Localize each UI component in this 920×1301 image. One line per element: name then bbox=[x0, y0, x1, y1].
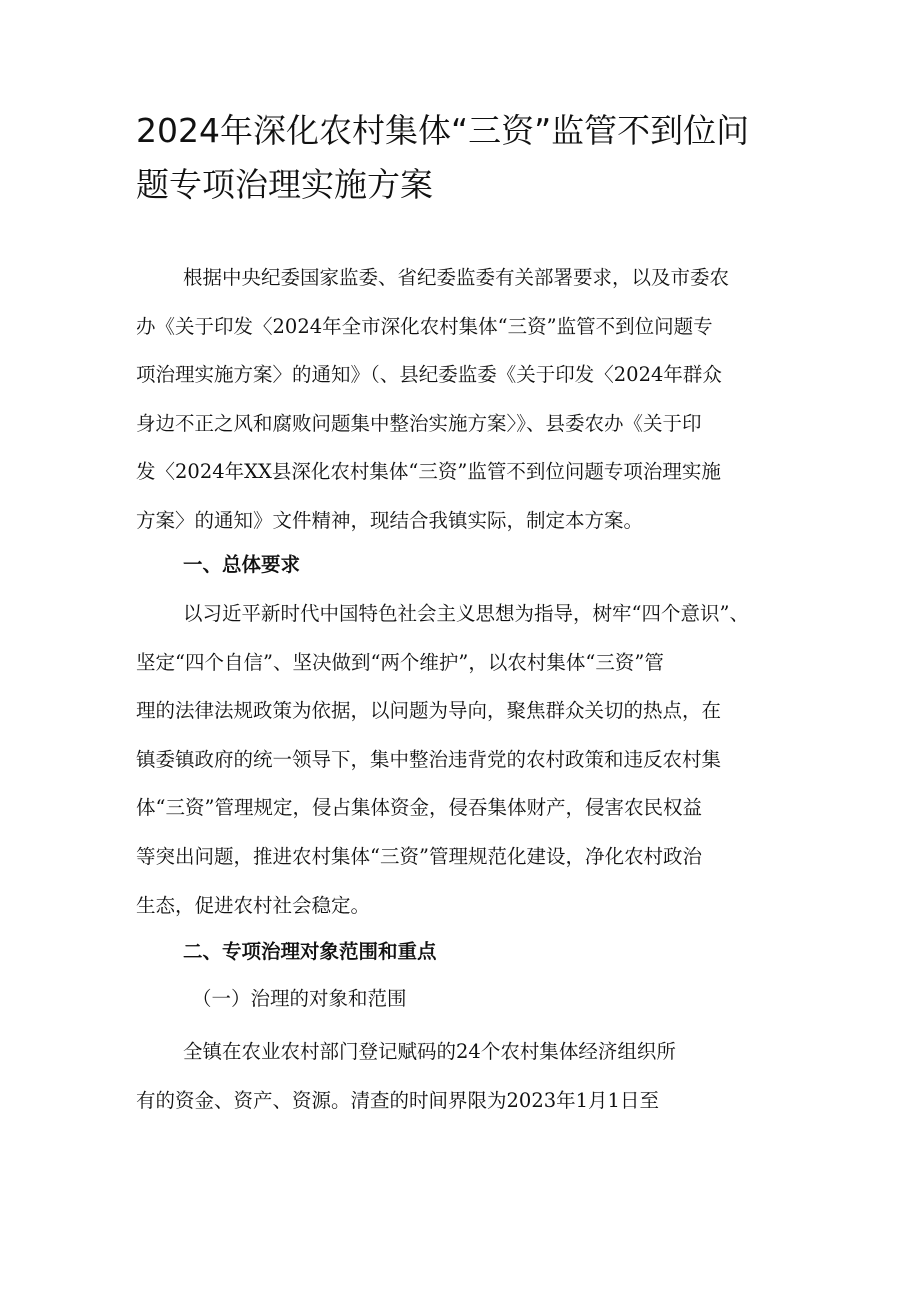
title-line: 题专项治理实施方案 bbox=[136, 165, 433, 204]
paragraph-line: 等突出问题，推进农村集体“三资”管理规范化建设，净化农村政治 bbox=[136, 844, 702, 868]
intro-paragraph bbox=[136, 254, 808, 546]
paragraph-line: 有的资金、资产、资源。清查的时间界限为2023年1月1日至 bbox=[136, 1088, 659, 1112]
paragraph-line: 项治理实施方案〉的通知》（、县纪委监委《关于印发〈2024年群众 bbox=[136, 363, 722, 387]
paragraph-line: 坚定“四个自信”、坚决做到“两个维护”，以农村集体“三资”管 bbox=[136, 650, 664, 674]
paragraph-line: 发〈2024年XX县深化农村集体“三资”监管不到位问题专项治理实施 bbox=[136, 460, 721, 484]
section-heading-general-requirements: 一、总体要求 bbox=[183, 553, 301, 576]
paragraph-line: 体“三资”管理规定，侵占集体资金，侵吞集体财产，侵害农民权益 bbox=[136, 796, 702, 820]
paragraph-line: 生态，促进农村社会稳定。 bbox=[136, 893, 371, 917]
paragraph-line: 全镇在农业农村部门登记赋码的24个农村集体经济组织所 bbox=[183, 1040, 676, 1063]
section-heading-scope-and-focus: 二、专项治理对象范围和重点 bbox=[183, 940, 437, 963]
general-requirements-paragraph bbox=[136, 590, 808, 930]
paragraph-line: 根据中央纪委国家监委、省纪委监委有关部署要求，以及市委农 bbox=[183, 266, 730, 289]
title-line: 2024年深化农村集体“三资”监管不到位问 bbox=[136, 111, 750, 150]
paragraph-line: 镇委镇政府的统一领导下，集中整治违背党的农村政策和违反农村集 bbox=[136, 747, 722, 771]
document-title bbox=[136, 104, 796, 212]
scope-paragraph bbox=[136, 1028, 808, 1125]
paragraph-line: 方案〉的通知》文件精神，现结合我镇实际，制定本方案。 bbox=[136, 508, 644, 532]
paragraph-line: 以习近平新时代中国特色社会主义思想为指导，树牢“四个意识”、 bbox=[183, 602, 749, 625]
paragraph-line: 理的法律法规政策为依据，以问题为导向，聚焦群众关切的热点，在 bbox=[136, 699, 722, 723]
paragraph-line: 办《关于印发〈2024年全市深化农村集体“三资”监管不到位问题专 bbox=[136, 314, 713, 338]
paragraph-line: 身边不正之风和腐败问题集中整治实施方案〉》、县委农办《关于印 bbox=[136, 411, 702, 435]
subsection-heading-objects-and-scope: （一）治理的对象和范围 bbox=[192, 987, 407, 1010]
